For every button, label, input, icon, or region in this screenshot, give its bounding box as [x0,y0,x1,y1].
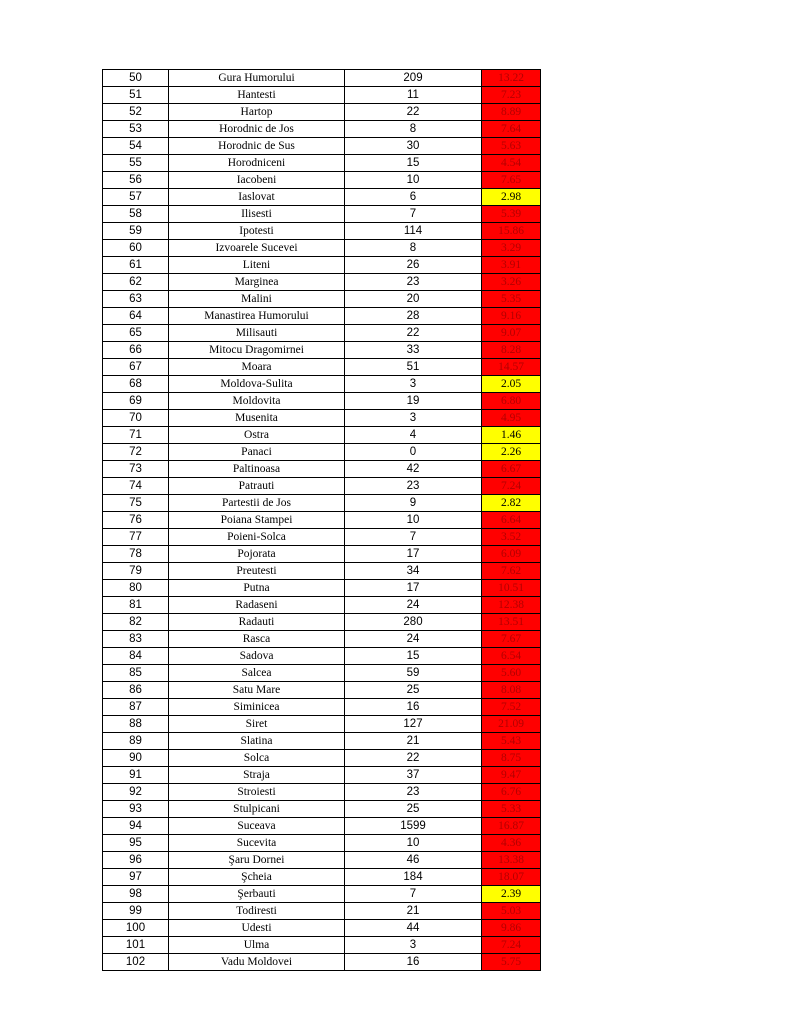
row-number-cell: 95 [103,835,169,852]
table-row [103,444,541,461]
incidence-rate-cell: 2.39 [482,886,541,903]
locality-name-cell: Siminicea [169,699,345,716]
row-number-cell: 91 [103,767,169,784]
table-row [103,682,541,699]
locality-name-cell: Paltinoasa [169,461,345,478]
incidence-rate-cell: 3.91 [482,257,541,274]
row-number-cell: 101 [103,937,169,954]
incidence-rate-cell: 6.54 [482,648,541,665]
row-number-cell: 66 [103,342,169,359]
locality-name-cell: Manastirea Humorului [169,308,345,325]
row-number-cell: 65 [103,325,169,342]
locality-name-cell: Solca [169,750,345,767]
locality-name-cell: Panaci [169,444,345,461]
case-count-cell: 7 [345,206,482,223]
case-count-cell: 209 [345,70,482,87]
incidence-rate-cell: 5.43 [482,733,541,750]
case-count-cell: 24 [345,597,482,614]
case-count-cell: 280 [345,614,482,631]
row-number-cell: 61 [103,257,169,274]
case-count-cell: 114 [345,223,482,240]
locality-name-cell: Patrauti [169,478,345,495]
table-row [103,376,541,393]
row-number-cell: 88 [103,716,169,733]
case-count-cell: 16 [345,954,482,971]
case-count-cell: 3 [345,410,482,427]
table-row [103,189,541,206]
locality-name-cell: Partestii de Jos [169,495,345,512]
table-row [103,257,541,274]
table-row [103,631,541,648]
row-number-cell: 52 [103,104,169,121]
table-row [103,954,541,971]
case-count-cell: 10 [345,512,482,529]
table-row [103,733,541,750]
incidence-rate-cell: 8.89 [482,104,541,121]
locality-name-cell: Hantesti [169,87,345,104]
incidence-rate-cell: 5.03 [482,903,541,920]
locality-name-cell: Mitocu Dragomirnei [169,342,345,359]
table-row [103,274,541,291]
case-count-cell: 51 [345,359,482,376]
locality-name-cell: Putna [169,580,345,597]
case-count-cell: 28 [345,308,482,325]
table-row [103,648,541,665]
case-count-cell: 7 [345,886,482,903]
row-number-cell: 53 [103,121,169,138]
incidence-rate-cell: 8.08 [482,682,541,699]
case-count-cell: 42 [345,461,482,478]
row-number-cell: 54 [103,138,169,155]
case-count-cell: 3 [345,376,482,393]
row-number-cell: 72 [103,444,169,461]
locality-name-cell: Şaru Dornei [169,852,345,869]
case-count-cell: 19 [345,393,482,410]
row-number-cell: 58 [103,206,169,223]
table-row [103,886,541,903]
locality-name-cell: Şcheia [169,869,345,886]
table-row [103,325,541,342]
table-row [103,359,541,376]
row-number-cell: 75 [103,495,169,512]
case-count-cell: 34 [345,563,482,580]
locality-name-cell: Rasca [169,631,345,648]
locality-name-cell: Horodnic de Jos [169,121,345,138]
incidence-rate-cell: 5.33 [482,801,541,818]
row-number-cell: 100 [103,920,169,937]
incidence-rate-cell: 6.67 [482,461,541,478]
case-count-cell: 184 [345,869,482,886]
row-number-cell: 86 [103,682,169,699]
incidence-rate-cell: 4.36 [482,835,541,852]
table-row [103,308,541,325]
locality-name-cell: Malini [169,291,345,308]
incidence-rate-cell: 3.29 [482,240,541,257]
incidence-rate-cell: 9.16 [482,308,541,325]
row-number-cell: 84 [103,648,169,665]
table-row [103,70,541,87]
table-row [103,784,541,801]
row-number-cell: 76 [103,512,169,529]
case-count-cell: 127 [345,716,482,733]
table-row [103,240,541,257]
table-row [103,546,541,563]
row-number-cell: 83 [103,631,169,648]
incidence-rate-cell: 3.52 [482,529,541,546]
incidence-rate-cell: 14.57 [482,359,541,376]
table-row [103,461,541,478]
table-row [103,835,541,852]
row-number-cell: 55 [103,155,169,172]
incidence-rate-cell: 6.80 [482,393,541,410]
incidence-rate-cell: 2.26 [482,444,541,461]
incidence-rate-cell: 5.60 [482,665,541,682]
row-number-cell: 85 [103,665,169,682]
row-number-cell: 78 [103,546,169,563]
table-row [103,121,541,138]
locality-name-cell: Marginea [169,274,345,291]
table-row [103,716,541,733]
table-row [103,427,541,444]
row-number-cell: 73 [103,461,169,478]
incidence-rate-cell: 6.09 [482,546,541,563]
locality-name-cell: Satu Mare [169,682,345,699]
case-count-cell: 44 [345,920,482,937]
row-number-cell: 97 [103,869,169,886]
incidence-rate-cell: 15.86 [482,223,541,240]
row-number-cell: 92 [103,784,169,801]
table-body [103,70,541,971]
locality-name-cell: Moldova-Sulita [169,376,345,393]
locality-name-cell: Şerbauti [169,886,345,903]
locality-name-cell: Horodniceni [169,155,345,172]
incidence-rate-cell: 5.35 [482,291,541,308]
locality-name-cell: Liteni [169,257,345,274]
table-row [103,138,541,155]
locality-name-cell: Izvoarele Sucevei [169,240,345,257]
row-number-cell: 80 [103,580,169,597]
case-count-cell: 23 [345,274,482,291]
table-row [103,512,541,529]
locality-name-cell: Musenita [169,410,345,427]
locality-name-cell: Sucevita [169,835,345,852]
incidence-rate-cell: 9.07 [482,325,541,342]
row-number-cell: 81 [103,597,169,614]
locality-name-cell: Ulma [169,937,345,954]
locality-name-cell: Ostra [169,427,345,444]
case-count-cell: 10 [345,172,482,189]
locality-name-cell: Radauti [169,614,345,631]
table-row [103,580,541,597]
table-row [103,223,541,240]
incidence-rate-cell: 12.38 [482,597,541,614]
row-number-cell: 79 [103,563,169,580]
case-count-cell: 21 [345,733,482,750]
table-row [103,393,541,410]
case-count-cell: 8 [345,240,482,257]
locality-name-cell: Udesti [169,920,345,937]
table-row [103,852,541,869]
locality-name-cell: Straja [169,767,345,784]
case-count-cell: 23 [345,784,482,801]
table-row [103,920,541,937]
case-count-cell: 20 [345,291,482,308]
table-row [103,903,541,920]
case-count-cell: 10 [345,835,482,852]
data-table [102,69,541,971]
case-count-cell: 7 [345,529,482,546]
table-row [103,597,541,614]
locality-name-cell: Vadu Moldovei [169,954,345,971]
row-number-cell: 74 [103,478,169,495]
case-count-cell: 4 [345,427,482,444]
table-row [103,155,541,172]
incidence-rate-cell: 5.75 [482,954,541,971]
locality-name-cell: Pojorata [169,546,345,563]
locality-name-cell: Iacobeni [169,172,345,189]
row-number-cell: 67 [103,359,169,376]
table-row [103,478,541,495]
locality-name-cell: Siret [169,716,345,733]
case-count-cell: 59 [345,665,482,682]
row-number-cell: 71 [103,427,169,444]
locality-name-cell: Poiana Stampei [169,512,345,529]
case-count-cell: 11 [345,87,482,104]
case-count-cell: 8 [345,121,482,138]
locality-name-cell: Radaseni [169,597,345,614]
table-row [103,869,541,886]
row-number-cell: 68 [103,376,169,393]
incidence-rate-cell: 13.22 [482,70,541,87]
table-row [103,801,541,818]
incidence-rate-cell: 4.54 [482,155,541,172]
table-row [103,87,541,104]
row-number-cell: 51 [103,87,169,104]
table-row [103,206,541,223]
case-count-cell: 24 [345,631,482,648]
incidence-rate-cell: 4.95 [482,410,541,427]
locality-name-cell: Preutesti [169,563,345,580]
case-count-cell: 26 [345,257,482,274]
incidence-rate-cell: 8.28 [482,342,541,359]
case-count-cell: 25 [345,682,482,699]
table-row [103,529,541,546]
row-number-cell: 82 [103,614,169,631]
table-row [103,750,541,767]
locality-name-cell: Todiresti [169,903,345,920]
incidence-rate-cell: 5.63 [482,138,541,155]
row-number-cell: 59 [103,223,169,240]
case-count-cell: 23 [345,478,482,495]
case-count-cell: 6 [345,189,482,206]
row-number-cell: 98 [103,886,169,903]
row-number-cell: 62 [103,274,169,291]
table-row [103,767,541,784]
locality-name-cell: Stroiesti [169,784,345,801]
locality-name-cell: Moldovita [169,393,345,410]
locality-name-cell: Horodnic de Sus [169,138,345,155]
case-count-cell: 25 [345,801,482,818]
row-number-cell: 93 [103,801,169,818]
row-number-cell: 96 [103,852,169,869]
incidence-rate-cell: 13.38 [482,852,541,869]
incidence-rate-cell: 9.86 [482,920,541,937]
table-row [103,495,541,512]
locality-name-cell: Hartop [169,104,345,121]
incidence-rate-cell: 9.47 [482,767,541,784]
table-row [103,699,541,716]
case-count-cell: 3 [345,937,482,954]
table-row [103,410,541,427]
row-number-cell: 57 [103,189,169,206]
incidence-rate-cell: 6.64 [482,512,541,529]
row-number-cell: 99 [103,903,169,920]
row-number-cell: 63 [103,291,169,308]
table-row [103,291,541,308]
incidence-rate-cell: 7.67 [482,631,541,648]
row-number-cell: 94 [103,818,169,835]
incidence-rate-cell: 21.09 [482,716,541,733]
row-number-cell: 64 [103,308,169,325]
row-number-cell: 56 [103,172,169,189]
locality-name-cell: Suceava [169,818,345,835]
row-number-cell: 90 [103,750,169,767]
table-row [103,937,541,954]
incidence-rate-cell: 7.23 [482,87,541,104]
locality-name-cell: Iaslovat [169,189,345,206]
case-count-cell: 37 [345,767,482,784]
case-count-cell: 22 [345,750,482,767]
locality-name-cell: Salcea [169,665,345,682]
incidence-rate-cell: 6.76 [482,784,541,801]
table-row [103,818,541,835]
incidence-rate-cell: 2.05 [482,376,541,393]
row-number-cell: 102 [103,954,169,971]
row-number-cell: 60 [103,240,169,257]
incidence-rate-cell: 18.07 [482,869,541,886]
incidence-rate-cell: 10.51 [482,580,541,597]
locality-name-cell: Poieni-Solca [169,529,345,546]
case-count-cell: 17 [345,546,482,563]
case-count-cell: 16 [345,699,482,716]
incidence-rate-cell: 3.26 [482,274,541,291]
case-count-cell: 21 [345,903,482,920]
locality-name-cell: Milisauti [169,325,345,342]
row-number-cell: 87 [103,699,169,716]
locality-name-cell: Ipotesti [169,223,345,240]
locality-name-cell: Ilisesti [169,206,345,223]
incidence-rate-cell: 5.39 [482,206,541,223]
case-count-cell: 46 [345,852,482,869]
locality-name-cell: Sadova [169,648,345,665]
incidence-rate-cell: 2.98 [482,189,541,206]
case-count-cell: 0 [345,444,482,461]
table-row [103,104,541,121]
case-count-cell: 17 [345,580,482,597]
row-number-cell: 77 [103,529,169,546]
locality-name-cell: Slatina [169,733,345,750]
incidence-rate-cell: 7.65 [482,172,541,189]
case-count-cell: 22 [345,104,482,121]
table-row [103,342,541,359]
incidence-rate-cell: 16.87 [482,818,541,835]
incidence-rate-cell: 7.62 [482,563,541,580]
case-count-cell: 15 [345,648,482,665]
case-count-cell: 22 [345,325,482,342]
locality-name-cell: Gura Humorului [169,70,345,87]
incidence-rate-cell: 8.75 [482,750,541,767]
incidence-rate-cell: 7.24 [482,478,541,495]
table-row [103,665,541,682]
locality-name-cell: Moara [169,359,345,376]
case-count-cell: 1599 [345,818,482,835]
incidence-rate-cell: 2.82 [482,495,541,512]
incidence-rate-cell: 13.51 [482,614,541,631]
table-row [103,172,541,189]
incidence-rate-cell: 7.52 [482,699,541,716]
locality-name-cell: Stulpicani [169,801,345,818]
row-number-cell: 70 [103,410,169,427]
row-number-cell: 69 [103,393,169,410]
table-row [103,563,541,580]
case-count-cell: 15 [345,155,482,172]
table-row [103,614,541,631]
incidence-rate-cell: 1.46 [482,427,541,444]
row-number-cell: 50 [103,70,169,87]
case-count-cell: 33 [345,342,482,359]
incidence-rate-cell: 7.24 [482,937,541,954]
incidence-rate-cell: 7.64 [482,121,541,138]
case-count-cell: 30 [345,138,482,155]
case-count-cell: 9 [345,495,482,512]
row-number-cell: 89 [103,733,169,750]
